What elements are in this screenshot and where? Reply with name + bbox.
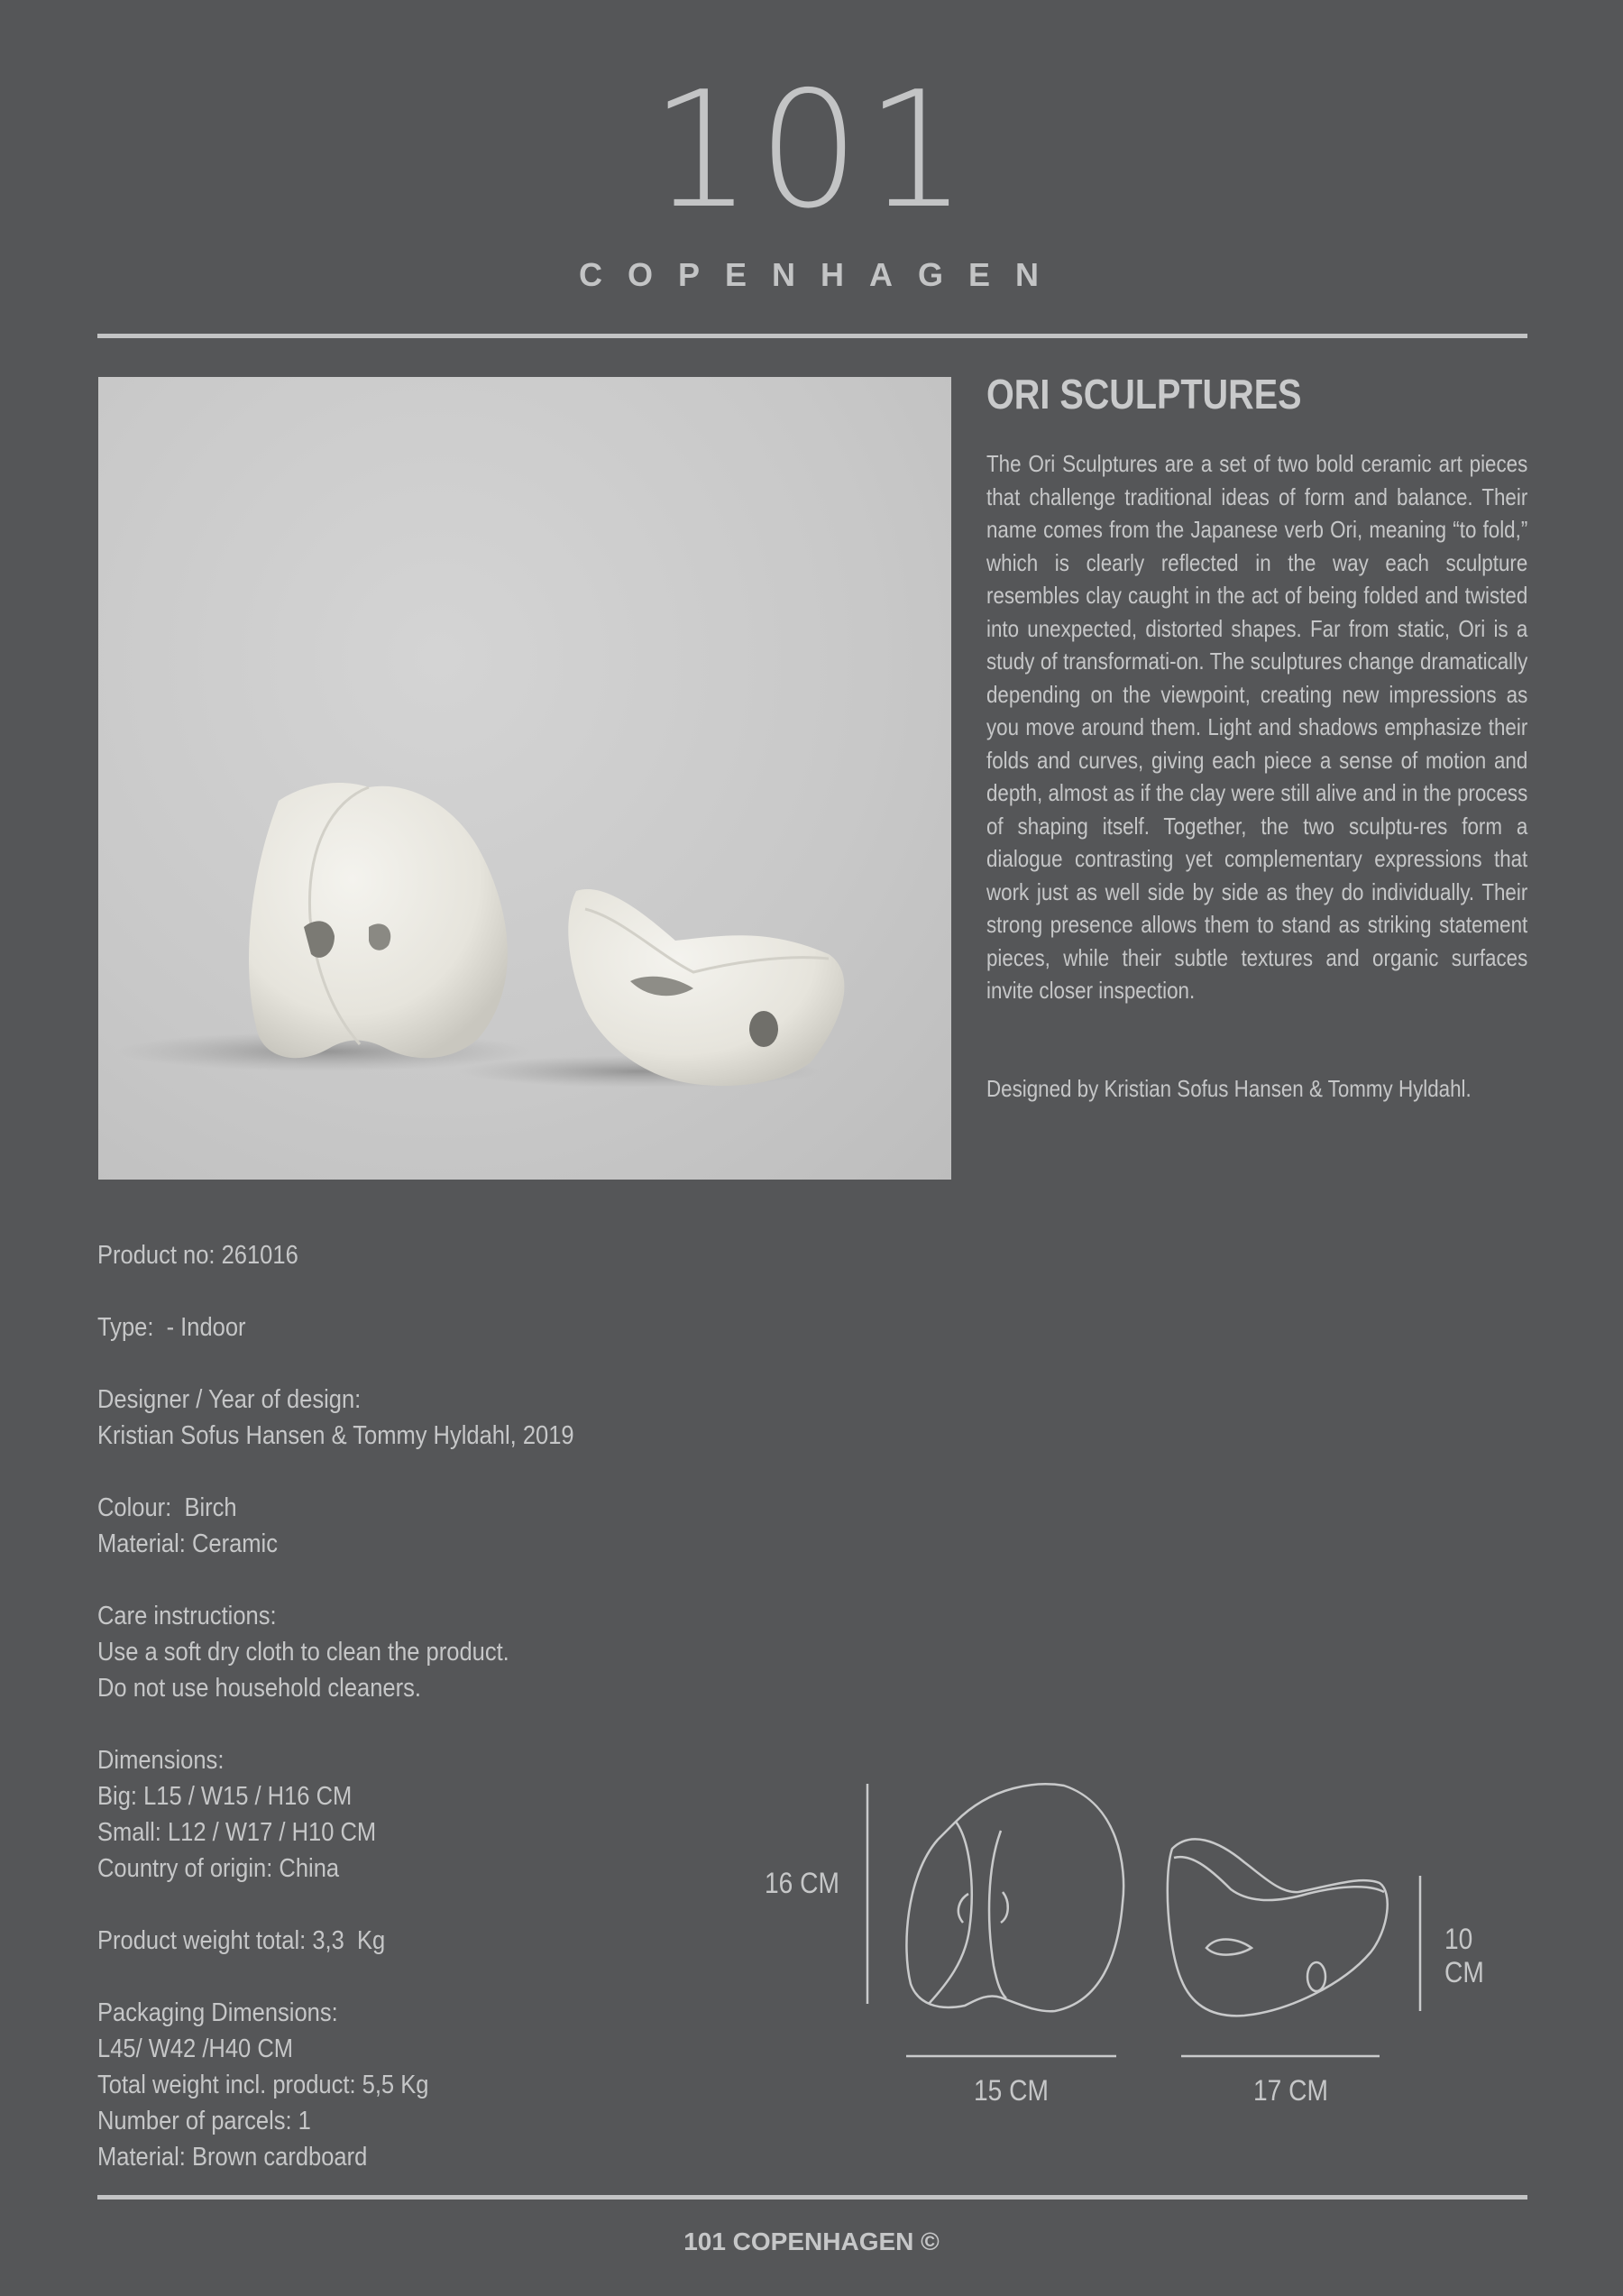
designer-label: Designer / Year of design: xyxy=(97,1385,362,1414)
country-of-origin: Country of origin: China xyxy=(97,1854,340,1883)
product-weight: Product weight total: 3,3 Kg xyxy=(97,1926,386,1955)
dimension-drawing xyxy=(739,1768,1515,2133)
product-title: ORI SCULPTURES xyxy=(986,371,1302,418)
footer-text: 101 COPENHAGEN © xyxy=(683,2227,940,2255)
packaging-material: Material: Brown cardboard xyxy=(97,2143,368,2172)
product-number: Product no: 261016 xyxy=(97,1241,298,1270)
care-line-2: Do not use household cleaners. xyxy=(97,1674,421,1703)
big-width-label: 15 CM xyxy=(974,2074,1049,2107)
logo-number: 101 xyxy=(650,57,973,243)
product-photo xyxy=(98,377,951,1180)
dimensions-label: Dimensions: xyxy=(97,1746,225,1775)
colour: Colour: Birch xyxy=(97,1493,237,1522)
designer-value: Kristian Sofus Hansen & Tommy Hyldahl, 2019 xyxy=(97,1421,574,1450)
dimensions-big: Big: L15 / W15 / H16 CM xyxy=(97,1782,353,1811)
small-width-label: 17 CM xyxy=(1253,2074,1328,2107)
top-divider xyxy=(97,334,1527,338)
logo-city: COPENHAGEN xyxy=(578,256,1065,293)
designed-by: Designed by Kristian Sofus Hansen & Tommy Hyldahl. xyxy=(986,1075,1472,1102)
material: Material: Ceramic xyxy=(97,1529,278,1558)
product-description: The Ori Sculptures are a set of two bold ceramic art pieces that challenge traditional ideas of form and balance. Their name comes from the Japanese verb Ori, meaning “to fold,” which is clearly reflected in the way each sculpture resembles clay caught in the act of being folded and twisted into unexpected, distorted shapes. Far from static, Ori is a study of transformati-on. The sculptures change dramatically depending on the viewpoint, creating new impressions as you move around them. Light and shadows emphasize their folds and curves, giving each piece a sense of motion and depth, almost as if the clay were still alive and in the process of shaping itself. Together, the two sculptu-res form a dialogue contrasting yet complementary expressions that work just as well side by side as they do individually. Their strong presence allows them to stand as striking statement pieces, while their subtle textures and organic surfaces invite closer inspection. xyxy=(986,450,1528,1004)
dimensions-small: Small: L12 / W17 / H10 CM xyxy=(97,1818,377,1847)
spec-list xyxy=(97,1237,574,2211)
packaging-label: Packaging Dimensions: xyxy=(97,1998,338,2027)
packaging-dimensions: L45/ W42 /H40 CM xyxy=(97,2034,294,2063)
product-type: Type: - Indoor xyxy=(97,1313,246,1342)
bottom-divider xyxy=(97,2195,1527,2200)
total-weight: Total weight incl. product: 5,5 Kg xyxy=(97,2071,429,2099)
care-label: Care instructions: xyxy=(97,1602,277,1630)
small-height-label: 10 CM xyxy=(1444,1923,1484,1988)
parcel-count: Number of parcels: 1 xyxy=(97,2107,311,2135)
care-line-1: Use a soft dry cloth to clean the product. xyxy=(97,1638,509,1667)
big-height-label: 16 CM xyxy=(765,1867,839,1899)
